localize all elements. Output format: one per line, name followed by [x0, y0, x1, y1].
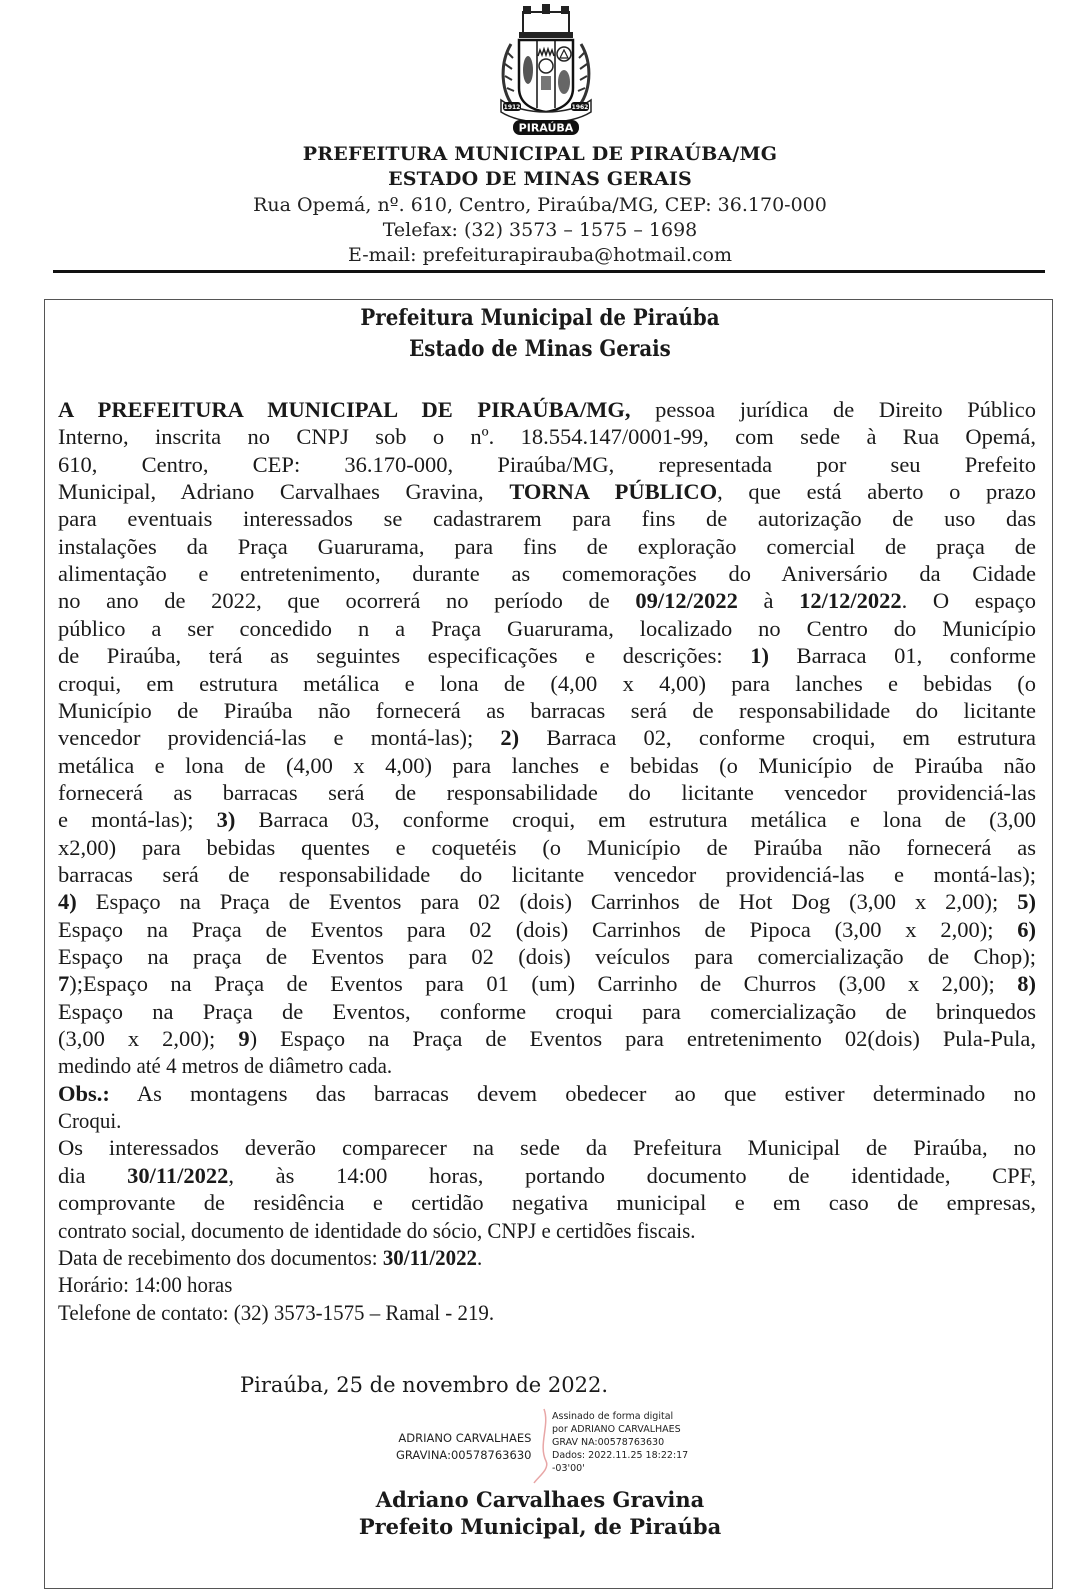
- text-run: fornecerá as barracas será de responsabilidade do licitante vencedor providenciá-las: [58, 779, 1036, 805]
- text-run: e montá-las);: [58, 807, 217, 833]
- digital-signature-detail: GRAV NA:00578763630: [552, 1437, 665, 1448]
- bold-text-run: 30/11/2022: [382, 1244, 478, 1270]
- text-run: Telefone de contato: (32) 3573-1575 – Ramal - 219.: [58, 1299, 495, 1325]
- notice-text-line: [58, 397, 1036, 423]
- bold-text-run: 30/11/2022: [127, 1162, 229, 1188]
- notice-text-line: [58, 862, 1036, 888]
- digital-signature-timestamp: Dados: 2022.11.25 18:22:17: [552, 1450, 689, 1461]
- text-run: );Espaço na Praça de Eventos para 01 (um) Carrinho de Churros (3,00 x 2,00);: [69, 971, 1018, 997]
- text-run: 610, Centro, CEP: 36.170-000, Piraúba/MG, representada por seu Prefeito: [58, 451, 1036, 477]
- text-run: Barraca 02, conforme croqui, em estrutura: [519, 725, 1036, 751]
- text-run: dia: [58, 1162, 128, 1188]
- notice-text-line: [58, 1272, 232, 1298]
- header-divider: [53, 270, 1045, 273]
- letterhead-subtitle: ESTADO DE MINAS GERAIS: [388, 168, 692, 190]
- bold-text-run: 2): [500, 725, 520, 751]
- text-run: Espaço na Praça de Eventos para 02 (dois) Carrinhos de Pipoca (3,00 x 2,00);: [58, 916, 1018, 942]
- text-run: Data de recebimento dos documentos:: [58, 1244, 383, 1270]
- text-run: metálica e lona de (4,00 x 4,00) para lanches e bebidas (o Município de Piraúba não: [58, 752, 1036, 778]
- letterhead-phone: Telefax: (32) 3573 – 1575 – 1698: [382, 219, 698, 241]
- text-run: croqui, em estrutura metálica e lona de (4,00 x 4,00) para lanches e bebidas (o: [58, 670, 1036, 696]
- notice-text-line: [58, 506, 1036, 532]
- letterhead-address: Rua Opemá, nº. 610, Centro, Piraúba/MG, CEP: 36.170-000: [253, 194, 827, 216]
- text-run: Horário: 14:00 horas: [58, 1272, 233, 1298]
- bold-text-run: TORNA PÚBLICO: [509, 479, 718, 505]
- text-run: , que está aberto o prazo: [717, 479, 1037, 505]
- text-run: Espaço na Praça de Eventos, conforme croqui para comercialização de brinquedos: [58, 998, 1036, 1024]
- notice-text-line: [58, 807, 1036, 833]
- text-run: contrato social, documento de identidade do sócio, CNPJ e certidões fiscais.: [58, 1217, 696, 1243]
- text-run: Barraca 01, conforme: [768, 643, 1036, 669]
- bold-text-run: A PREFEITURA MUNICIPAL DE PIRAÚBA/MG,: [58, 397, 631, 422]
- text-run: barracas será de responsabilidade do licitante vencedor providenciá-las e montá-las);: [58, 861, 1036, 887]
- text-run: (3,00 x 2,00);: [58, 1026, 239, 1052]
- text-run: Espaço na praça de Eventos para 02 (dois) veículos para comercialização de Chop);: [58, 944, 1036, 969]
- notice-text-line: [58, 1053, 392, 1079]
- notice-text-line: [58, 534, 1036, 560]
- letterhead-email[interactable]: [0, 244, 1080, 266]
- text-run: vencedor providenciá-las e montá-las);: [58, 725, 501, 751]
- text-run: medindo até 4 metros de diâmetro cada.: [58, 1053, 393, 1079]
- bold-text-run: 9: [238, 1026, 250, 1052]
- notice-text-line: [58, 1026, 1036, 1052]
- text-run: . O espaço: [901, 588, 1036, 614]
- place-and-date: Piraúba, 25 de novembro de 2022.: [240, 1373, 609, 1397]
- notice-text-line: [58, 671, 1036, 697]
- notice-text-line: [58, 1218, 695, 1244]
- digital-signature-id-line: GRAVINA:00578763630: [396, 1448, 532, 1462]
- text-run: público a ser concedido n a Praça Guarurama, localizado no Centro do Município: [58, 615, 1036, 641]
- signer-role: Prefeito Municipal, de Piraúba: [358, 1514, 722, 1539]
- text-run: pessoa jurídica de Direito Público: [630, 397, 1036, 422]
- text-run: de Piraúba, terá as seguintes especificações e descrições:: [58, 643, 751, 669]
- notice-text-line: [58, 753, 1036, 779]
- text-run: alimentação e entretenimento, durante as comemorações do Aniversário da Cidade: [58, 561, 1036, 587]
- notice-text-line: [58, 616, 1036, 642]
- crest-label: PIRAÚBA: [518, 121, 574, 135]
- text-run: Croqui.: [58, 1108, 122, 1134]
- text-run: Espaço na Praça de Eventos para 02 (dois) Carrinhos de Hot Dog (3,00 x 2,00);: [76, 889, 1018, 915]
- notice-text-line: [58, 479, 1036, 505]
- notice-text-line: [58, 1108, 121, 1134]
- text-run: Municipal, Adriano Carvalhaes Gravina,: [58, 479, 510, 505]
- bold-text-run: 5): [1017, 889, 1036, 915]
- notice-text-line: [58, 1300, 494, 1326]
- bold-text-run: 1): [750, 643, 769, 669]
- digital-signature-timezone: -03'00': [552, 1463, 585, 1474]
- text-run: ) Espaço na Praça de Eventos para entretenimento 02(dois) Pula-Pula,: [249, 1026, 1036, 1052]
- text-run: Município de Piraúba não fornecerá as barracas será de responsabilidade do licitante: [58, 697, 1036, 723]
- digital-signature-details: [552, 1410, 688, 1475]
- notice-text-line: [58, 1081, 1036, 1107]
- notice-text-line: [58, 452, 1036, 478]
- notice-text-line: [58, 999, 1036, 1025]
- municipal-coat-of-arms-icon: [493, 4, 599, 136]
- bold-text-run: 7: [58, 971, 70, 997]
- notice-text-line: [58, 1190, 1036, 1216]
- notice-text-line: [58, 1135, 1036, 1161]
- bold-text-run: 8): [1017, 971, 1036, 997]
- notice-text-line: [58, 917, 1036, 943]
- crest-year-left: 1912: [503, 104, 521, 111]
- bold-text-run: 6): [1017, 916, 1036, 942]
- notice-text-line: [58, 588, 1036, 614]
- text-run: Interno, inscrita no CNPJ sob o nº. 18.554.147/0001-99, com sede à Rua Opemá,: [58, 424, 1036, 450]
- notice-text-line: [58, 780, 1036, 806]
- notice-text-line: [58, 725, 1036, 751]
- text-run: para eventuais interessados se cadastrarem para fins de autorização de uso das: [58, 506, 1036, 532]
- text-run: .: [477, 1244, 483, 1270]
- notice-text-line: [58, 424, 1036, 450]
- digital-signature-name: [396, 1430, 531, 1464]
- email-link[interactable]: E-mail: prefeiturapirauba@hotmail.com: [347, 244, 733, 266]
- bold-text-run: 12/12/2022: [799, 588, 902, 614]
- notice-title: Prefeitura Municipal de Piraúba: [360, 305, 720, 331]
- notice-text-line: [58, 835, 1036, 861]
- notice-text-line: [58, 1245, 482, 1271]
- notice-subtitle: Estado de Minas Gerais: [409, 336, 671, 362]
- digital-signature-detail: Assinado de forma digital: [552, 1411, 674, 1422]
- text-run: à: [737, 588, 800, 614]
- text-run: As montagens das barracas devem obedecer ao que estiver determinado no: [109, 1080, 1036, 1106]
- bold-text-run: 4): [58, 889, 77, 915]
- notice-text-line: [58, 971, 1036, 997]
- crest-year-right: 1962: [571, 104, 589, 111]
- bold-text-run: 09/12/2022: [635, 588, 738, 614]
- notice-text-line: [58, 643, 1036, 669]
- notice-text-line: [58, 1163, 1036, 1189]
- notice-text-line: [58, 561, 1036, 587]
- text-run: no ano de 2022, que ocorrerá no período de: [58, 588, 636, 614]
- text-run: comprovante de residência e certidão negativa municipal e em caso de empresas,: [58, 1190, 1036, 1216]
- bold-text-run: 3): [216, 807, 236, 833]
- digital-signature-name-line: ADRIANO CARVALHAES: [398, 1431, 532, 1445]
- signer-name: Adriano Carvalhaes Gravina: [375, 1487, 705, 1512]
- notice-text-line: [58, 889, 1036, 915]
- letterhead-title: PREFEITURA MUNICIPAL DE PIRAÚBA/MG: [302, 143, 778, 165]
- bold-text-run: Obs.:: [58, 1080, 110, 1106]
- text-run: Barraca 03, conforme croqui, em estrutura metálica e lona de (3,00: [235, 807, 1036, 833]
- notice-text-line: [58, 944, 1036, 970]
- text-run: Os interessados deverão comparecer na sede da Prefeitura Municipal de Piraúba, no: [58, 1135, 1036, 1161]
- text-run: x2,00) para bebidas quentes e coquetéis (o Município de Piraúba não fornecerá as: [58, 834, 1036, 860]
- text-run: , às 14:00 horas, portando documento de identidade, CPF,: [228, 1162, 1036, 1188]
- notice-text-line: [58, 698, 1036, 724]
- digital-signature-detail: por ADRIANO CARVALHAES: [552, 1424, 681, 1435]
- text-run: instalações da Praça Guarurama, para fins de exploração comercial de praça de: [58, 533, 1036, 559]
